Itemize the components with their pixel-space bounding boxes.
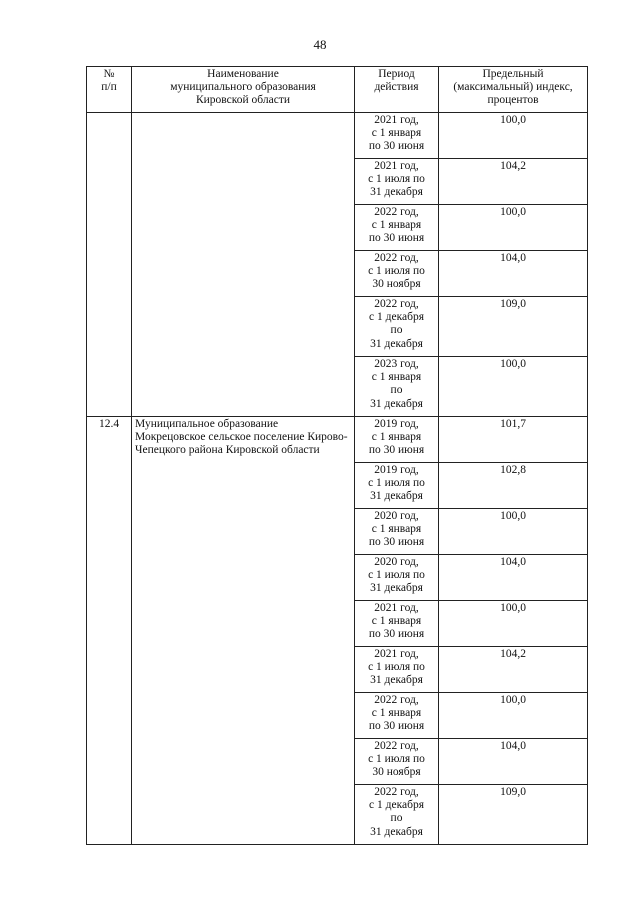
period-cell: 2020 год, с 1 июля по 31 декабря: [355, 555, 439, 601]
period-cell: 2022 год, с 1 января по 30 июня: [355, 205, 439, 251]
index-value-cell: 100,0: [439, 113, 588, 159]
period-cell: 2021 год, с 1 января по 30 июня: [355, 601, 439, 647]
municipality-name-cell: Муниципальное образование Мокрецовское сельское поселение Кирово-Чепецкого района Кировской области: [132, 417, 355, 845]
municipality-name-cell: [132, 113, 355, 417]
index-value-cell: 104,2: [439, 647, 588, 693]
index-value-cell: 104,0: [439, 251, 588, 297]
row-number-cell: [87, 113, 132, 417]
period-cell: 2022 год, с 1 декабря по 31 декабря: [355, 297, 439, 357]
table-header-row: [87, 67, 588, 113]
index-value-cell: 109,0: [439, 785, 588, 845]
index-value-cell: 100,0: [439, 357, 588, 417]
index-value-cell: 100,0: [439, 205, 588, 251]
row-number-cell: 12.4: [87, 417, 132, 845]
period-cell: 2022 год, с 1 января по 30 июня: [355, 693, 439, 739]
table-row: [87, 113, 588, 159]
header-num: № п/п: [87, 67, 132, 113]
index-value-cell: 109,0: [439, 297, 588, 357]
period-cell: 2022 год, с 1 июля по 30 ноября: [355, 251, 439, 297]
header-name: Наименование муниципального образования Кировской области: [132, 67, 355, 113]
page-number: 48: [313, 37, 327, 52]
index-value-cell: 101,7: [439, 417, 588, 463]
index-value-cell: 102,8: [439, 463, 588, 509]
period-cell: 2020 год, с 1 января по 30 июня: [355, 509, 439, 555]
table-body: [87, 113, 588, 845]
index-value-cell: 104,2: [439, 159, 588, 205]
index-value-cell: 104,0: [439, 739, 588, 785]
index-value-cell: 104,0: [439, 555, 588, 601]
period-cell: 2022 год, с 1 декабря по 31 декабря: [355, 785, 439, 845]
index-value-cell: 100,0: [439, 509, 588, 555]
period-cell: 2021 год, с 1 января по 30 июня: [355, 113, 439, 159]
period-cell: 2019 год, с 1 июля по 31 декабря: [355, 463, 439, 509]
period-cell: 2019 год, с 1 января по 30 июня: [355, 417, 439, 463]
period-cell: 2021 год, с 1 июля по 31 декабря: [355, 647, 439, 693]
index-value-cell: 100,0: [439, 601, 588, 647]
header-index: Предельный (максимальный) индекс, процентов: [439, 67, 588, 113]
period-cell: 2023 год, с 1 января по 31 декабря: [355, 357, 439, 417]
header-period: Период действия: [355, 67, 439, 113]
tariff-index-table: [86, 66, 588, 845]
table-row: [87, 417, 588, 463]
period-cell: 2022 год, с 1 июля по 30 ноября: [355, 739, 439, 785]
period-cell: 2021 год, с 1 июля по 31 декабря: [355, 159, 439, 205]
index-value-cell: 100,0: [439, 693, 588, 739]
